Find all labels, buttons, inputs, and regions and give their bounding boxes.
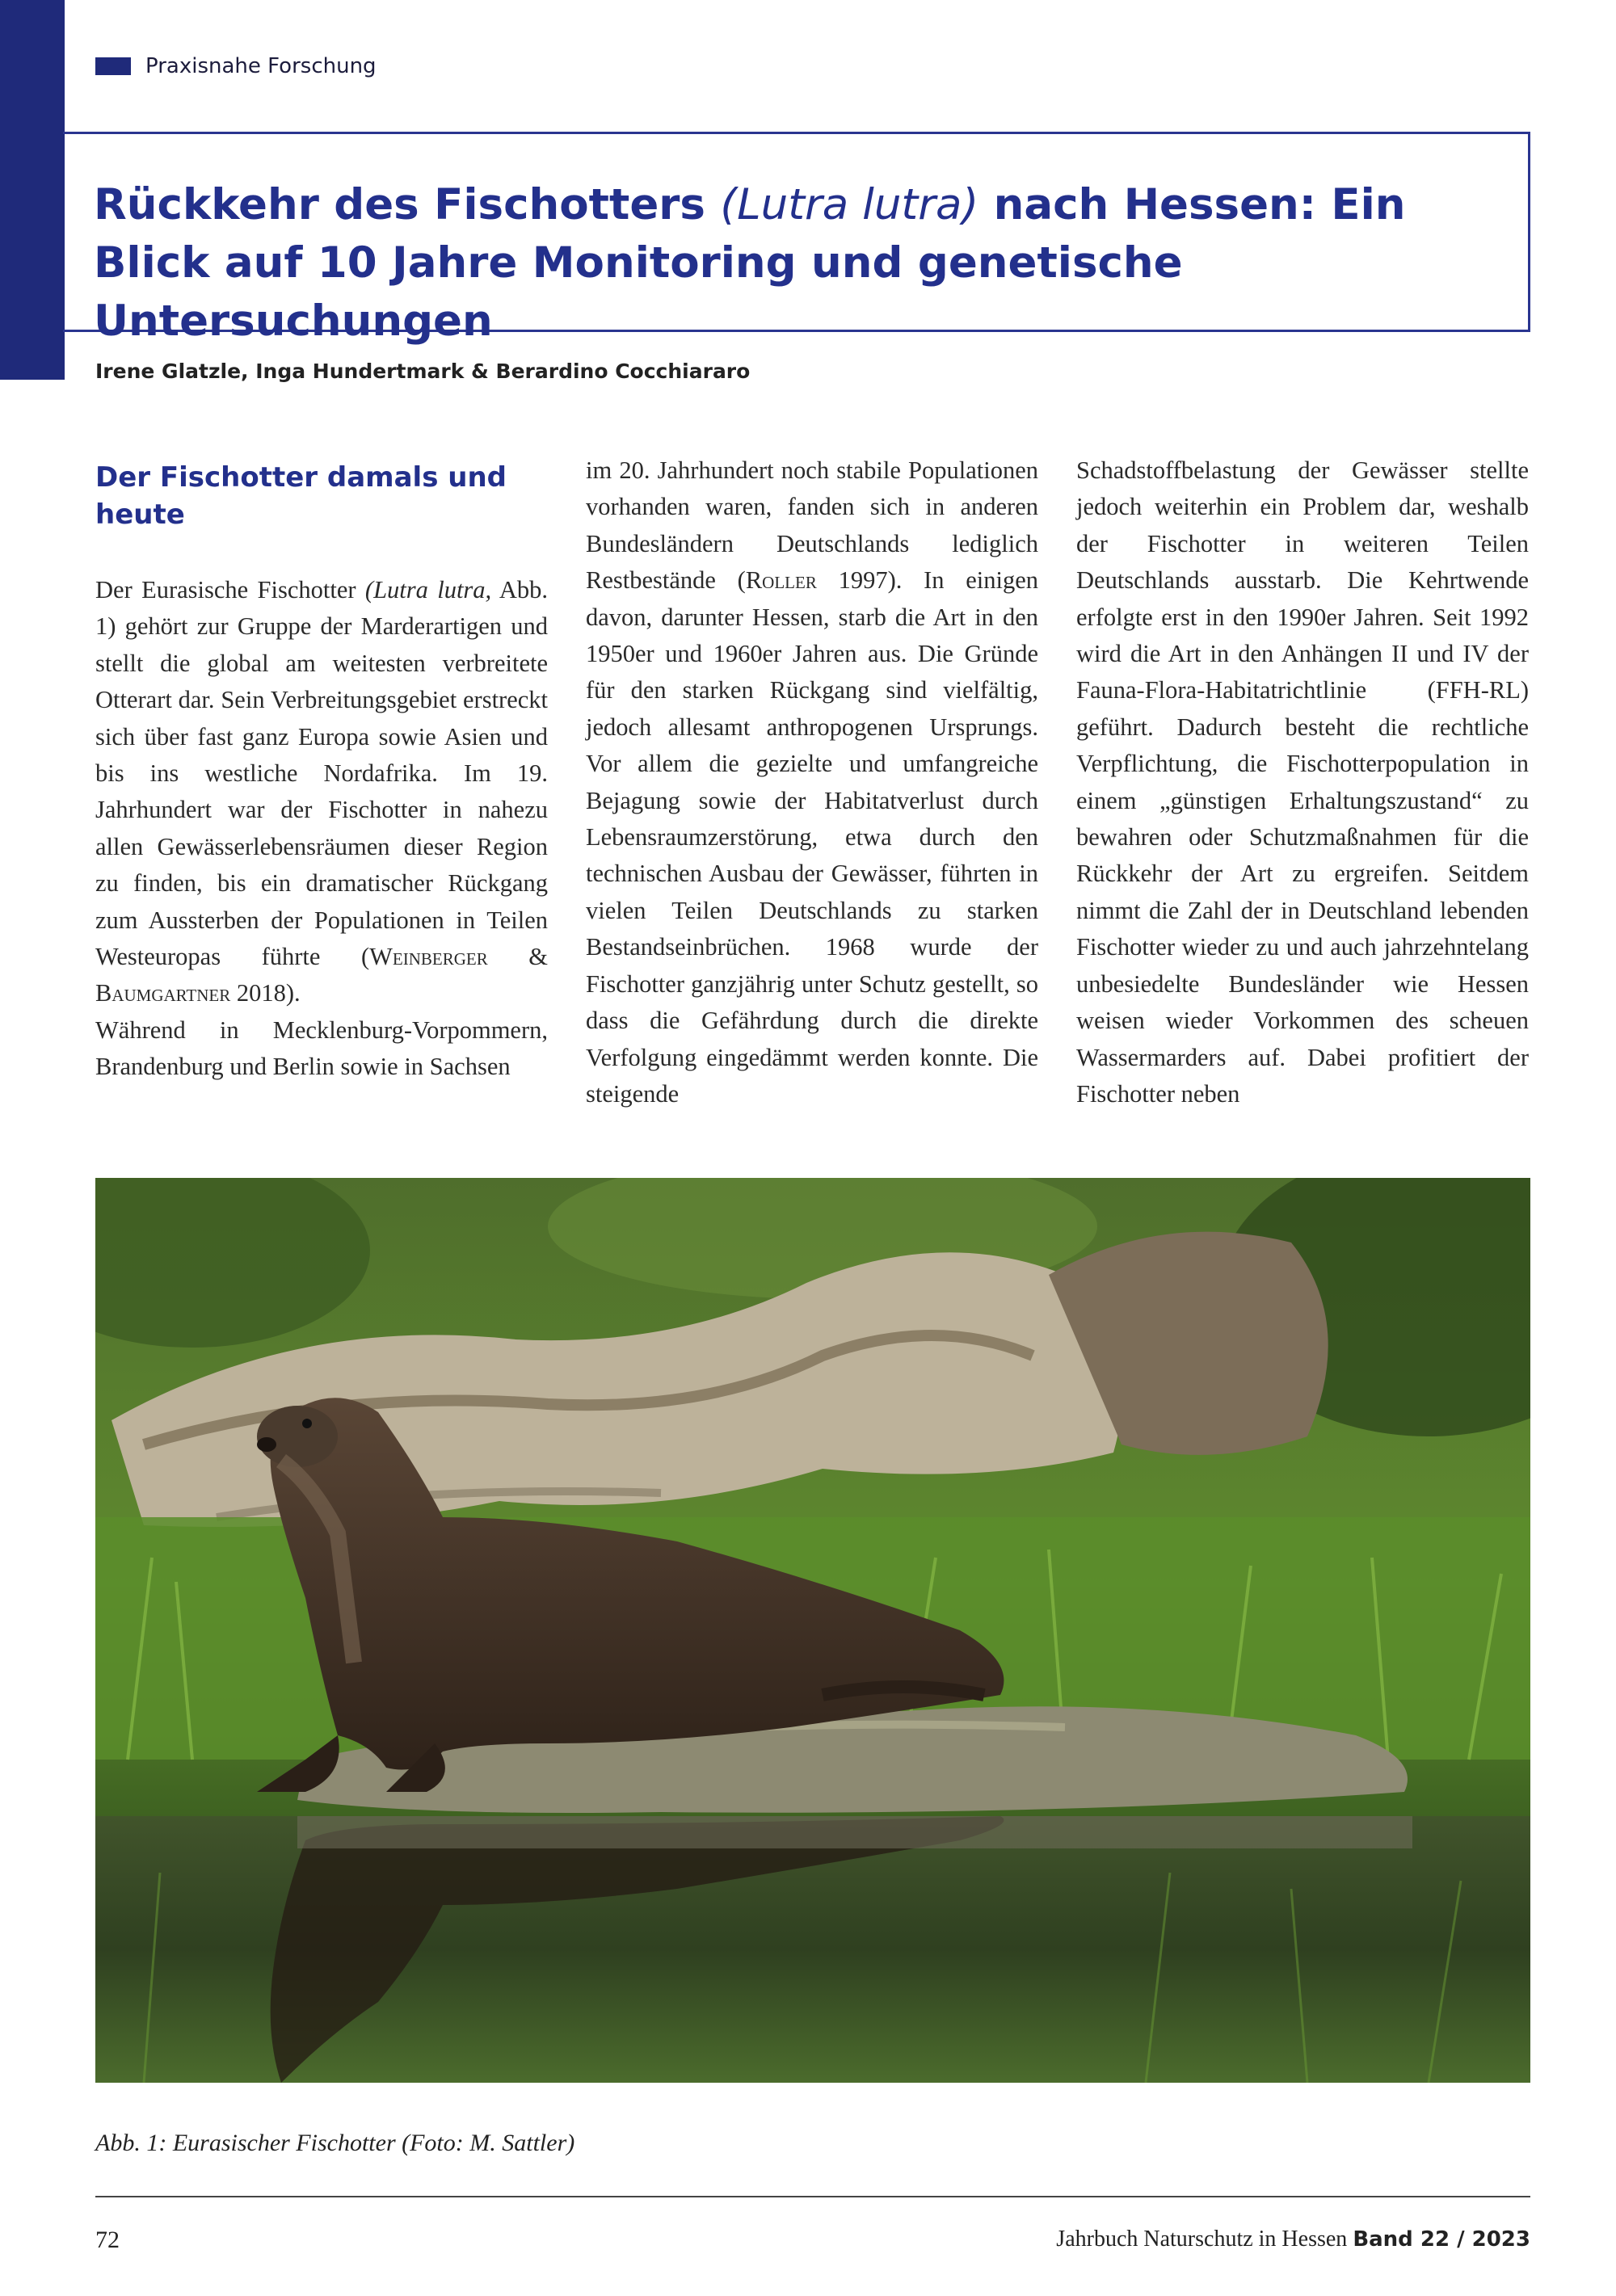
section-marker-icon [95,57,131,75]
title-part-2: nach Hessen: Ein Blick auf 10 Jahre Monitoring und genetische Untersuchungen [94,180,1406,346]
text-run: 2018). [230,979,301,1007]
title-part-1: Rückkehr des Fischotters [94,180,721,229]
journal-name: Jahrbuch Naturschutz in Hessen [1056,2227,1353,2252]
text-column-1 [95,459,548,1086]
paragraph [586,452,1038,1112]
text-run: im 20. Jahrhundert noch stabile Populationen vorhanden waren, fanden sich in anderen Bundesländern Deutschlands lediglich Restbestände ( [586,456,1038,595]
paragraph: Während in Mecklenburg-Vorpommern, Brandenburg und Berlin sowie in Sachsen [95,1016,548,1081]
text-column-2 [586,452,1038,1112]
latin-name: (Lutra lutra, [364,576,492,603]
page-number: 72 [95,2227,120,2253]
text-run: Abb. 1) gehört zur Gruppe der Marderartigen und stellt die global am weitesten verbreitete Otterart dar. Sein Verbreitungsgebiet erstreckt sich über fast ganz Europa sowie Asien und bis ins westliche Nordafrika. Im 19. Jahrhundert war der Fischotter in nahezu allen Gewässerlebensräumen dieser Region zu finden, bis ein dramatischer Rückgang zum Aussterben der Populationen in Teilen Westeuropas führte ( [95,576,548,971]
citation-authors: Roller [745,566,817,595]
paragraph: Schadstoffbelastung der Gewässer stellte jedoch weiterhin ein Problem dar, weshalb der Fischotter in weiteren Teilen Deutschlands ausstarb. Die Kehrtwende erfolgte erst in den 1990er Jahren. Seit 1992 wird die Art in den Anhängen II und IV der Fauna-Flora-Habitatrichtlinie (FFH-RL) geführt. Dadurch besteht die rechtliche Verpflichtung, die Fischotterpopulation in einem „günstigen Erhaltungszustand“ zu bewahren oder Schutzmaßnahmen für die Rückkehr der Art zu ergreifen. Seitdem nimmt die Zahl der in Deutschland lebenden Fischotter wieder zu und auch jahrzehntelang unbesiedelte Bundesländer wie Hessen weisen wieder Vorkommen des scheuen Wassermarders auf. Dabei profitiert der Fischotter neben [1076,456,1529,1108]
text-run: 1997). In einigen davon, darunter Hessen, starb die Art in den 1950er und 1960er Jahren aus. Die Gründe für den starken Rückgang sind vielfältig, jedoch allesamt anthropogenen Ursprungs. Vor allem die gezielte und umfangreiche Bejagung sowie der Habitatverlust durch Lebensraumzerstörung, etwa durch den technischen Ausbau der Gewässer, führten in vielen Teilen Deutschlands zu starken Bestandseinbrüchen. 1968 wurde der Fischotter ganzjährig unter Schutz gestellt, so dass die Gefährdung durch die direkte Verfolgung eingedämmt werden konnte. Die steigende [586,566,1038,1108]
section-tag [95,50,377,82]
journal-reference [1056,2227,1530,2252]
citation-authors: Weinberger & Baumgartner [95,943,548,1007]
footer-divider [95,2196,1530,2197]
article-title [94,176,1516,351]
left-accent-bar [0,0,65,380]
section-heading: Der Fischotter damals und heute [95,461,507,531]
title-latin-name: (Lutra lutra) [720,180,979,229]
section-tag-label: Praxisnahe Forschung [145,54,377,78]
title-box [63,132,1530,346]
author-line: Irene Glatzle, Inga Hundertmark & Berardino Cocchiararo [95,360,751,383]
figure-caption: Abb. 1: Eurasischer Fischotter (Foto: M. Sattler) [95,2130,575,2156]
journal-volume: Band 22 / 2023 [1353,2227,1530,2252]
otter-photo [95,1178,1530,2083]
otter-photo-illustration [95,1178,1530,2083]
text-run: Der Eurasische Fischotter [95,576,365,603]
text-column-3 [1076,452,1529,1112]
paragraph [95,572,548,1012]
